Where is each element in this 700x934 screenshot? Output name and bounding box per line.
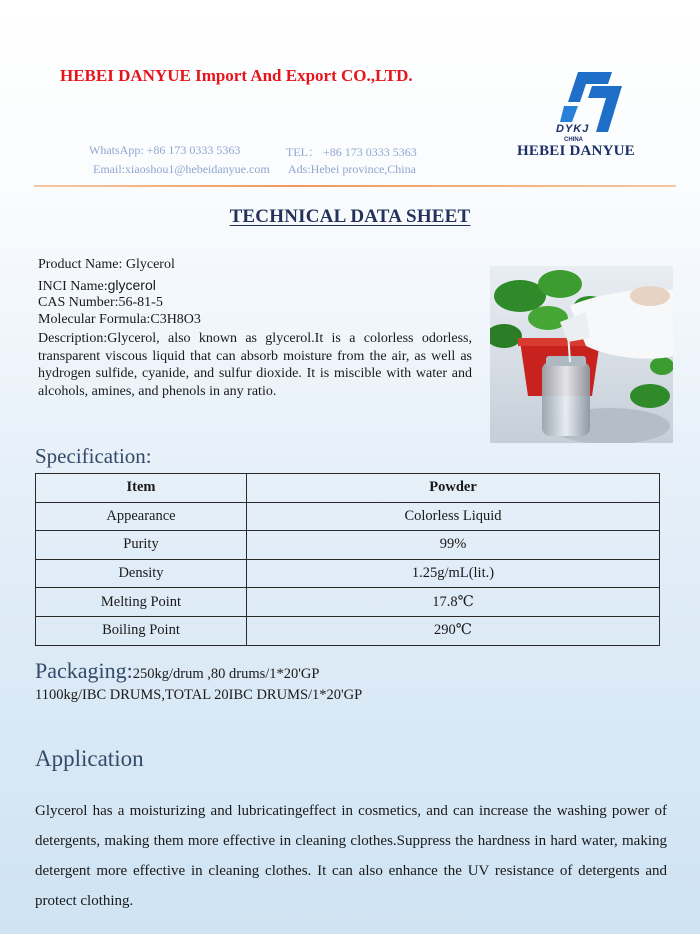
application-heading: Application (35, 746, 144, 771)
table-cell-item: Appearance (36, 502, 247, 531)
product-name-label: Product Name: (38, 257, 126, 272)
specification-table (35, 473, 660, 646)
email-contact: Email:xiaoshou1@hebeidanyue.com (93, 162, 270, 176)
table-cell-value: 17.8℃ (247, 588, 660, 617)
inci-name (38, 277, 156, 295)
dykj-logo (552, 70, 628, 142)
footer-year: © 2023 (338, 925, 362, 932)
document-title-text: TECHNICAL DATA SHEET (229, 206, 471, 227)
document-title (0, 206, 700, 228)
logo-text: DYKJ (556, 123, 590, 135)
table-cell-item: Density (36, 559, 247, 588)
product-photo-glycerol (490, 266, 673, 443)
table-cell-item: Boiling Point (36, 616, 247, 645)
product-description: Description:Glycerol, also known as glycerol.It is a colorless odorless, transparent viscous liquid that can absorb moisture from the air, as well as hydrogen sulfide, cyanide, and sulfur dioxide. It is miscible with water and alcohols, amines, and phenols in any ratio. (38, 331, 472, 399)
application-body: Glycerol has a moisturizing and lubricatingeffect in cosmetics, and can increase the washing power of detergents, making them more effective in cleaning clothes.Suppress the hardness in hard water, making detergent more effective in cleaning clothes. It can also enhance the UV resistance of detergents and protect clothing. (35, 803, 667, 909)
table-cell-item: Purity (36, 531, 247, 560)
company-title: HEBEI DANYUE Import And Export CO.,LTD. (60, 66, 413, 85)
inci-name-label: INCI Name: (38, 279, 108, 294)
tel-contact: TEL： +86 173 0333 5363 (286, 145, 417, 159)
specification-heading: Specification: (35, 444, 152, 468)
table-cell-value: 99% (247, 531, 660, 560)
packaging-section (35, 658, 319, 684)
table-cell-value: Colorless Liquid (247, 502, 660, 531)
table-row (36, 531, 660, 560)
product-name-value: Glycerol (125, 257, 175, 272)
packaging-line-2: 1100kg/IBC DRUMS,TOTAL 20IBC DRUMS/1*20'GP (35, 687, 363, 703)
table-header-powder: Powder (247, 474, 660, 503)
table-header-item: Item (36, 474, 247, 503)
table-cell-item: Melting Point (36, 588, 247, 617)
header-divider (34, 185, 676, 187)
packaging-line-1: 250kg/drum ,80 drums/1*20'GP (132, 666, 320, 682)
table-row (36, 588, 660, 617)
inci-name-value: glycerol (107, 277, 156, 293)
table-header-row (36, 474, 660, 503)
footer-copyright: Copyright Hebei Danyue Import and Export Co., Ltd All Rights Reserved (238, 913, 462, 920)
table-row (36, 502, 660, 531)
cas-number: CAS Number:56-81-5 (38, 295, 163, 310)
whatsapp-contact: WhatsApp: +86 173 0333 5363 (89, 143, 241, 157)
logo-subtext: CHINA (564, 137, 583, 142)
packaging-heading: Packaging: (35, 658, 133, 683)
table-row (36, 559, 660, 588)
product-name (38, 256, 175, 273)
table-row (36, 616, 660, 645)
logo-company-name: HEBEI DANYUE (517, 143, 635, 159)
address-contact: Ads:Hebei province,China (288, 162, 416, 176)
molecular-formula: Molecular Formula:C3H8O3 (38, 312, 201, 327)
table-cell-value: 1.25g/mL(lit.) (247, 559, 660, 588)
table-cell-value: 290℃ (247, 616, 660, 645)
